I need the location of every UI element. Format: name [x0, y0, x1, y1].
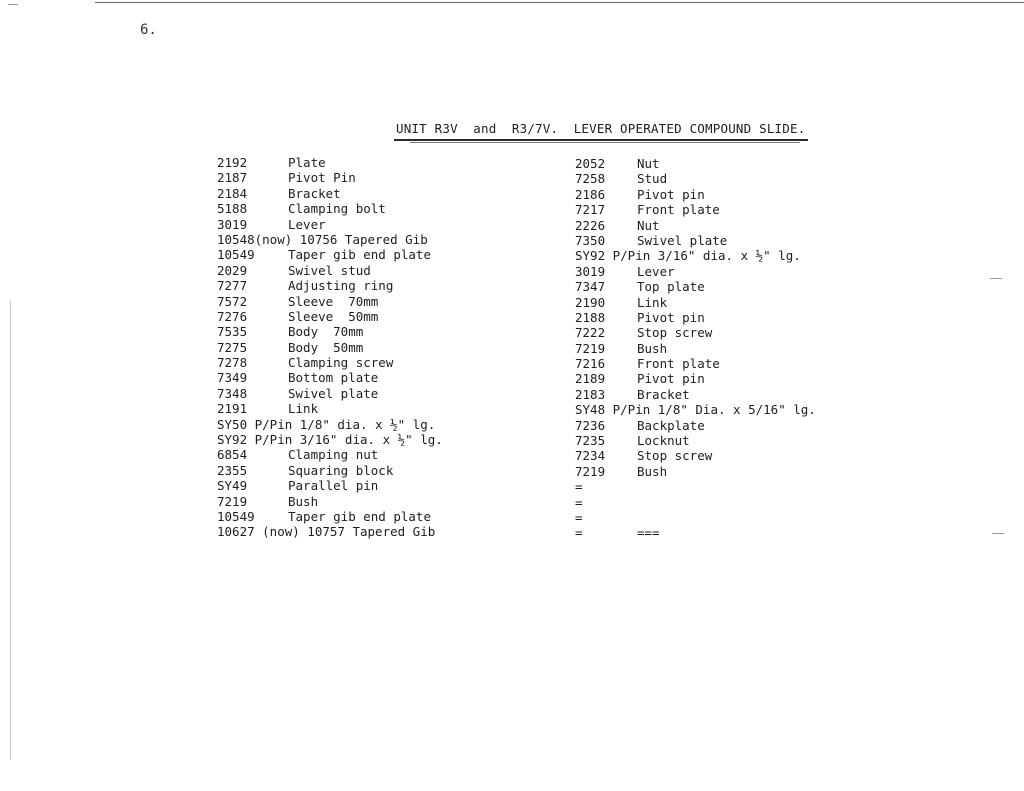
part-description: Stop screw [637, 325, 713, 341]
part-number: 2187 [217, 170, 248, 186]
part-description: Front plate [637, 356, 720, 372]
part-description: Bracket [637, 386, 690, 402]
part-description: Pivot pin [637, 309, 705, 325]
part-description: Backplate [637, 417, 705, 433]
part-number: 2190 [575, 294, 606, 310]
part-line-text: SY92 P/Pin 3/16" dia. x ½" lg. [217, 432, 443, 448]
part-number: = [575, 525, 583, 541]
part-description: Swivel stud [288, 262, 371, 278]
part-description: Link [288, 401, 319, 417]
page-number: 6. [140, 22, 157, 38]
part-description: Taper gib end plate [288, 247, 431, 263]
part-number: 7278 [217, 355, 248, 371]
part-description: Pivot pin [637, 371, 705, 387]
margin-tick [990, 278, 1002, 279]
part-number: 7235 [575, 433, 606, 449]
part-number: 7350 [575, 232, 606, 248]
part-number: 7275 [217, 339, 248, 355]
part-description: Stop screw [637, 448, 713, 464]
part-description: Clamping nut [288, 447, 379, 463]
part-description: Top plate [637, 279, 705, 295]
part-description: Sleeve 70mm [288, 293, 379, 309]
part-number: 3019 [217, 216, 248, 232]
part-number: 7216 [575, 356, 606, 372]
part-description: Adjusting ring [288, 278, 394, 294]
part-number: 2192 [217, 155, 248, 170]
part-description: Nut [637, 156, 660, 171]
part-number: = [575, 479, 583, 495]
part-description: Pivot Pin [288, 170, 356, 186]
part-number: 7572 [217, 293, 248, 309]
part-number: 2052 [575, 156, 606, 171]
part-description: Body 70mm [288, 324, 364, 340]
part-number: 7234 [575, 448, 606, 464]
part-description: Lever [637, 263, 675, 279]
part-description: Nut [637, 217, 660, 233]
part-number: 10549 [217, 247, 255, 263]
part-line-text: SY50 P/Pin 1/8" dia. x ½" lg. [217, 416, 436, 432]
part-number: 7217 [575, 202, 606, 218]
corner-mark [8, 4, 18, 5]
part-number: 7276 [217, 308, 248, 324]
part-description: Squaring block [288, 462, 394, 478]
top-border-line [95, 2, 1024, 3]
part-description: Clamping screw [288, 355, 394, 371]
part-description: Sleeve 50mm [288, 308, 379, 324]
part-number: SY49 [217, 478, 248, 494]
part-number: = [575, 509, 583, 525]
margin-tick [992, 533, 1004, 534]
part-number: 5188 [217, 201, 248, 217]
part-number: 7219 [575, 340, 606, 356]
part-description: Stud [637, 171, 668, 187]
part-number: 2226 [575, 217, 606, 233]
part-number: 7219 [575, 463, 606, 479]
part-description: Body 50mm [288, 339, 364, 355]
part-description: Clamping bolt [288, 201, 386, 217]
part-description: Bush [637, 340, 668, 356]
part-description: Bush [637, 463, 668, 479]
part-description: === [637, 525, 660, 541]
part-number: 2184 [217, 185, 248, 201]
part-number: 7535 [217, 324, 248, 340]
left-margin-line [10, 300, 11, 760]
part-number: 2355 [217, 462, 248, 478]
part-description: Parallel pin [288, 478, 379, 494]
part-number: 2183 [575, 386, 606, 402]
part-number: 7219 [217, 493, 248, 509]
part-description: Swivel plate [288, 385, 379, 401]
part-description: Plate [288, 155, 326, 170]
title-underline [394, 139, 808, 141]
part-line-text: 10627 (now) 10757 Tapered Gib [217, 524, 436, 540]
part-line-text: 10548(now) 10756 Tapered Gib [217, 231, 428, 247]
part-description: Bracket [288, 185, 341, 201]
part-description: Pivot pin [637, 186, 705, 202]
part-line-text: SY92 P/Pin 3/16" dia. x ½" lg. [575, 248, 801, 264]
part-description: Lever [288, 216, 326, 232]
part-number: 7349 [217, 370, 248, 386]
title-underline-secondary [410, 142, 800, 143]
part-description: Bottom plate [288, 370, 379, 386]
part-description: Bush [288, 493, 319, 509]
part-description: Link [637, 294, 668, 310]
part-description: Taper gib end plate [288, 508, 431, 524]
part-number: 7348 [217, 385, 248, 401]
part-description: Front plate [637, 202, 720, 218]
part-number: 2191 [217, 401, 248, 417]
part-number: 7258 [575, 171, 606, 187]
part-line-text: SY48 P/Pin 1/8" Dia. x 5/16" lg. [575, 402, 816, 418]
part-number: 7236 [575, 417, 606, 433]
part-number: 10549 [217, 508, 255, 524]
part-number: 2189 [575, 371, 606, 387]
part-number: 2186 [575, 186, 606, 202]
part-number: 7277 [217, 278, 248, 294]
part-number: 7222 [575, 325, 606, 341]
part-number: 2188 [575, 309, 606, 325]
part-description: Swivel plate [637, 232, 728, 248]
part-number: 2029 [217, 262, 248, 278]
part-number: = [575, 494, 583, 510]
part-description: Locknut [637, 433, 690, 449]
part-number: 7347 [575, 279, 606, 295]
part-number: 6854 [217, 447, 248, 463]
part-number: 3019 [575, 263, 606, 279]
page-title: UNIT R3V and R3/7V. LEVER OPERATED COMPOUND SLIDE. [396, 121, 806, 136]
